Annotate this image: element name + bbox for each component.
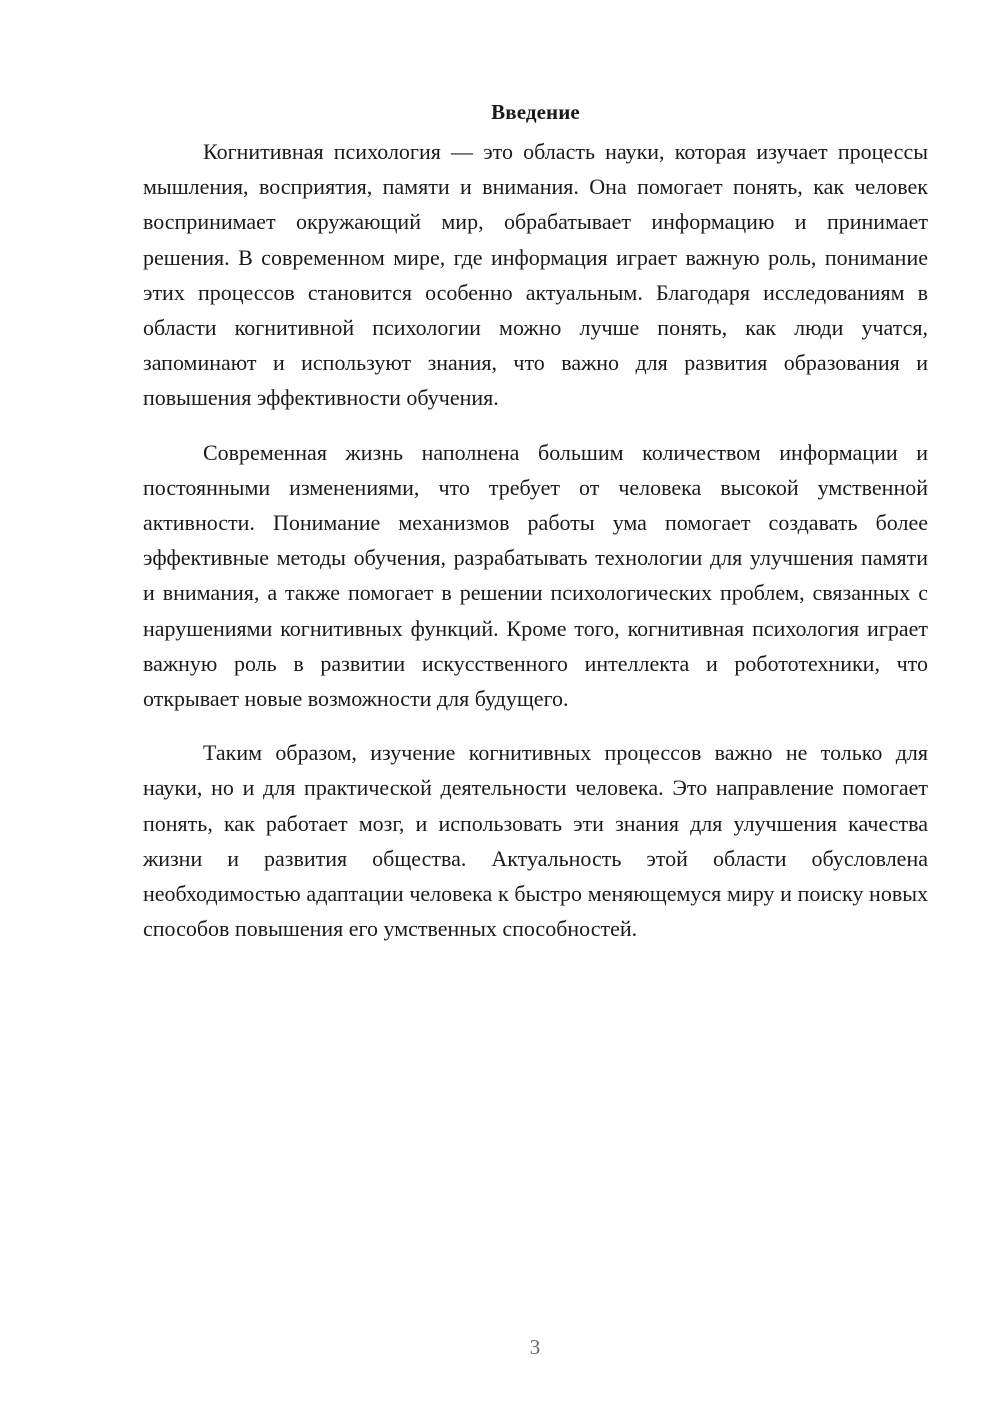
paragraph: Современная жизнь наполнена большим количеством информации и постоянными изменениями, что требует от человека высокой умственной активности. Понимание механизмов работы ума помогает создавать более эффективные методы обучения, разрабатывать технологии для улучшения памяти и внимания, а также помогает в решении психологических проблем, связанных с нарушениями когнитивных функций. Кроме того, когнитивная психология играет важную роль в развитии искусственного интеллекта и робототехники, что открывает новые возможности для будущего. [143,439,928,712]
paragraph: Когнитивная психология — это область науки, которая изучает процессы мышления, восприятия, памяти и внимания. Она помогает понять, как человек воспринимает окружающий мир, обрабатывает информацию и принимает решения. В современном мире, где информация играет важную роль, понимание этих процессов становится особенно актуальным. Благодаря исследованиям в области когнитивной психологии можно лучше понять, как люди учатся, запоминают и используют знания, что важно для развития образования и повышения эффективности обучения. [143,139,928,411]
paragraph: Таким образом, изучение когнитивных процессов важно не только для науки, но и для практической деятельности человека. Это направление помогает понять, как работает мозг, и использовать эти знания для улучшения качества жизни и развития общества. Актуальность этой области обусловлена необходимостью адаптации человека к быстро меняющемуся миру и поиску новых способов повышения его умственных способностей. [143,740,928,942]
page-content [143,96,928,946]
page-number: 3 [529,1335,541,1359]
section-title: Введение [491,100,580,124]
